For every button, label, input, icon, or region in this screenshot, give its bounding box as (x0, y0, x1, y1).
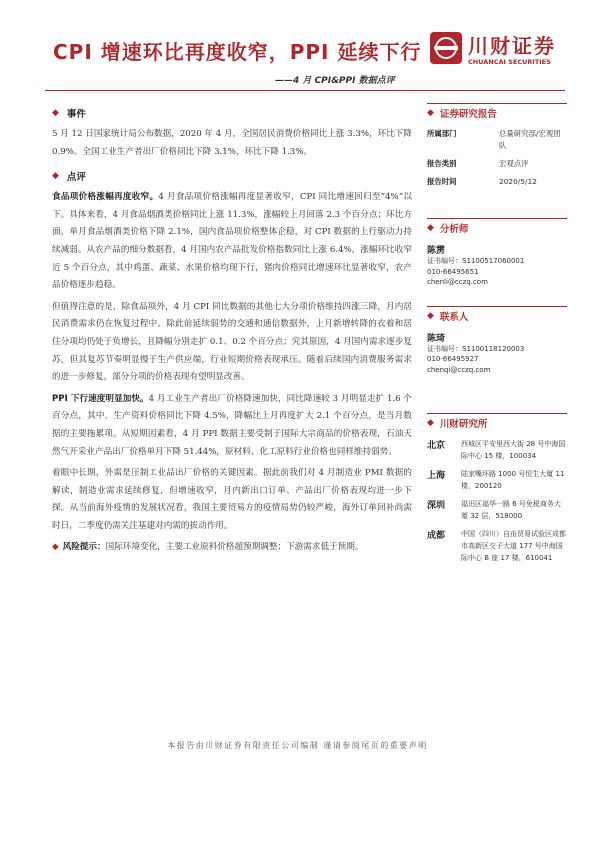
report-subtitle: ——4 月 CPI&PPI 数据点评 (275, 76, 395, 86)
diamond-icon: ◆ (427, 108, 434, 118)
event-section-heading (52, 104, 412, 122)
type-value: 宏观点评 (499, 159, 529, 168)
report-info-heading (427, 104, 567, 122)
office-beijing (427, 438, 567, 462)
sidebar (427, 103, 567, 564)
office-address: 福田区福华一路 6 号免税商务大厦 32 层，518000 (461, 500, 561, 520)
diamond-icon: ◆ (52, 542, 59, 553)
comment-paragraph-1 (52, 189, 412, 295)
paragraph-lead: PPI 下行速度明显加快。 (52, 393, 149, 404)
dept-row (427, 128, 567, 152)
comment-paragraph-3 (52, 391, 412, 461)
report-header (45, 28, 565, 88)
institute-heading-label: 川财研究所 (439, 419, 488, 430)
type-row (427, 158, 567, 170)
analyst-heading (427, 219, 567, 237)
dept-value: 总量研究部/宏观团队 (499, 129, 561, 150)
contact-block (427, 306, 567, 376)
contact-name: 陈琦 (427, 333, 446, 344)
contact-heading (427, 307, 567, 325)
comment-heading-label: 点评 (66, 172, 86, 184)
time-value: 2020/5/12 (499, 177, 537, 186)
office-city: 成都 (427, 531, 446, 541)
company-logo (430, 28, 568, 72)
diamond-icon: ◆ (52, 171, 59, 182)
paragraph-lead: 食品项价格涨幅再度收窄。 (52, 192, 159, 203)
analyst-name: 陈雳 (427, 246, 446, 256)
institute-heading (427, 414, 567, 432)
contact-phone: 010-66495927 (427, 355, 479, 363)
logo-english-name: CHUANCAI SECURITIES (468, 58, 551, 66)
event-paragraph: 5 月 12 日国家统计局公布数据，2020 年 4 月，全国居民消费价格同比上涨 3.3%，环比下降 0.9%。全国工业生产者出厂价格同比下降 3.1%，环比下降 1.3%。 (52, 129, 412, 157)
diamond-icon: ◆ (427, 418, 434, 428)
dept-label: 所属部门 (427, 129, 457, 138)
report-info-block (427, 103, 567, 188)
time-row (427, 176, 567, 188)
analyst-cert: 证书编号：S1100517060001 (427, 257, 525, 265)
analyst-heading-label: 分析师 (439, 224, 469, 235)
office-city: 上海 (427, 471, 446, 481)
paragraph-body: 4 月食品项价格涨幅再度显著收窄，CPI 同比增速回归至“4%”以下。具体来看，4 月食品烟酒类价格同比上涨 11.3%，涨幅较上月回落 2.3 个百分点；环比方面，单月食品烟酒类价格下降 2.1%，国内食品项价格整体企稳，对 CPI 数据的上行驱动力持续减弱。从农产品的细分数据看，4 月国内农产品批发价格指数同比上涨 6.4%，涨幅环比收窄近 5 个百分点，其中鸡蛋、蔬菜、水果价格均现下行，猪肉价格同比增速环比显著收窄，农产品价格逐步趋稳。 (52, 192, 412, 291)
report-title: CPI 增速环比再度收窄，PPI 延续下行 (53, 40, 422, 64)
diamond-icon: ◆ (427, 310, 434, 321)
diamond-icon: ◆ (427, 223, 434, 233)
office-city: 深圳 (427, 501, 446, 511)
office-address: 陆家嘴环路 1000 号恒生大厦 11 楼，200120 (461, 470, 565, 490)
logo-chinese-name: 川财证券 (468, 34, 556, 58)
event-heading-label: 事件 (66, 109, 86, 120)
header-divider (45, 90, 565, 91)
logo-mark-icon (430, 32, 462, 64)
office-chengdu (427, 528, 567, 564)
comment-paragraph-4: 着眼中长期，外需是压制工业品出厂价格的关键因素。据此前我们对 4 月制造业 PMI 数据的解读，制造业需求延续修复，但增速收窄，月内新出口订单、产品出厂价格表现均进一步下探。从当前海外疫情的发展状况看，我国主要贸易方的疫情局势仍较严峻，海外订单回补尚需时日，二季度仍需关注基建对内需的拔动作用。 (52, 468, 412, 531)
office-shanghai (427, 468, 567, 492)
main-content (52, 98, 412, 556)
institute-block (427, 413, 567, 564)
page-footer: 本报告由川财证券有限责任公司编制 谨请参阅尾页的重要声明 (167, 741, 428, 750)
diamond-icon: ◆ (52, 108, 59, 118)
office-address: 西城区平安里西大街 28 号中海国际中心 15 楼，100034 (461, 440, 566, 460)
office-address: 中国（四川）自由贸易试验区成都市高新区交子大道 177 号中海国际中心 B 座 17 楼，610041 (461, 530, 566, 562)
comment-paragraph-2: 但值得注意的是，除食品项外，4 月 CPI 同比数据的其他七大分项价格维持四涨三降，月内居民消费需求仍在恢复过程中。除此前延续弱势的交通和通信数据外，上月新增转降的衣着和居住分项均仍处于负增长，且降幅分别走扩 0.1、0.2 个百分点；究其原因，4 月国内需求逐步复苏，但其复苏节奏明显慢于生产供应端，行业短期价格表现承压。随着后续国内消费服务需求的进一步修复，部分分项的价格表现有望明显改善。 (52, 301, 412, 383)
analyst-block (427, 218, 567, 288)
contact-cert: 证书编号：S1100118120003 (427, 344, 525, 353)
type-label: 报告类别 (427, 159, 457, 168)
comment-section-heading (52, 167, 412, 185)
analyst-phone: 010-66495651 (427, 267, 479, 276)
contact-heading-label: 联系人 (439, 311, 469, 323)
analyst-email[interactable]: chenli@cczq.com (427, 278, 488, 286)
office-city: 北京 (427, 441, 446, 451)
risk-warning (52, 539, 412, 556)
paragraph-body: 4 月工业生产者出厂价格降速加快，同比降速较 3 月明显走扩 1.6 个百分点，其中，生产资料价格同比下降 4.5%，降幅比上月再度扩大 2.1 个百分点，是当月数据的主要拖累项。从短期因素看，4 月 PPI 数据主要受制于国际大宗商品的价格表现，石油天然气开采业产品出厂价格单月下降 51.44%，原材料、化工原料行业价格也同样维持弱势。 (52, 393, 412, 457)
contact-email[interactable]: chenqi@cczq.com (427, 365, 491, 374)
time-label: 报告时间 (427, 177, 457, 186)
risk-text: 国际环境变化，主要工业原料价格超预期调整；下游需求低于预期。 (105, 542, 364, 553)
office-shenzhen (427, 498, 567, 522)
report-heading-label: 证券研究报告 (439, 109, 497, 120)
risk-label: 风险提示： (62, 542, 106, 553)
